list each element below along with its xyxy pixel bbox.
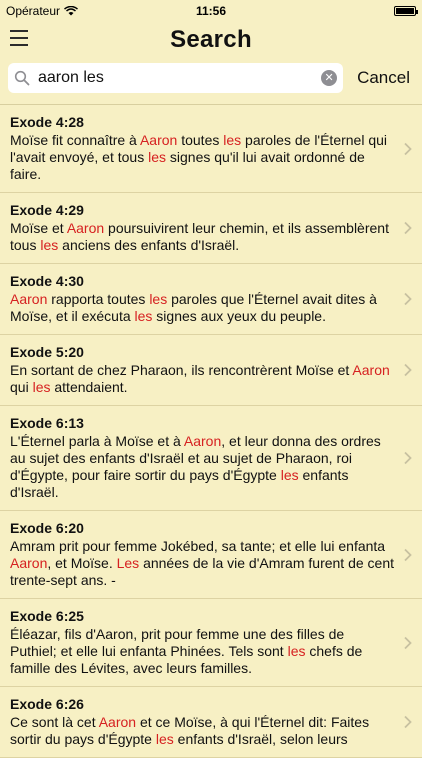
verse-text-segment: paroles de l'Éternel qui l'avait envoyé, et tous — [10, 132, 388, 165]
highlight-match: les — [280, 467, 299, 483]
list-item[interactable] — [0, 599, 422, 687]
verse-text-segment: et ce Moïse, à qui l'Éternel dit: Faites sortir du pays d'Égypte — [10, 714, 370, 747]
highlight-match: les — [134, 308, 153, 324]
verse-text — [10, 291, 394, 325]
verse-text-segment: années de la vie d'Amram furent de cent trente-sept ans. - — [10, 555, 395, 588]
list-item[interactable] — [0, 687, 422, 758]
verse-text — [10, 626, 394, 677]
verse-text-segment: paroles que l'Éternel avait dites à Moïse, et il exécuta — [10, 291, 377, 324]
verse-text — [10, 538, 394, 589]
highlight-match: Les — [116, 555, 140, 571]
list-item[interactable] — [0, 335, 422, 406]
verse-text-segment: Ce sont là cet — [10, 714, 99, 730]
verse-text — [10, 220, 394, 254]
verse-text-segment: Moïse et — [10, 220, 67, 236]
verse-text-segment: enfants d'Israël, selon leurs — [173, 731, 348, 747]
verse-text — [10, 362, 394, 396]
verse-reference: Exode 6:13 — [10, 415, 84, 431]
list-item[interactable] — [0, 193, 422, 264]
battery-icon — [394, 6, 416, 16]
cancel-button[interactable]: Cancel — [353, 68, 414, 88]
verse-text-segment: Moïse fit connaître à — [10, 132, 140, 148]
list-item[interactable] — [0, 264, 422, 335]
highlight-match: les — [32, 379, 51, 395]
highlight-match: les — [287, 643, 306, 659]
status-bar — [0, 0, 422, 22]
chevron-right-icon — [404, 142, 412, 155]
verse-text-segment: toutes — [177, 132, 224, 148]
chevron-right-icon — [404, 636, 412, 649]
verse-text-segment: enfants d'Israël. — [10, 467, 349, 500]
wifi-icon — [64, 6, 78, 16]
verse-reference: Exode 6:20 — [10, 520, 84, 536]
chevron-right-icon — [404, 452, 412, 465]
status-time: 11:56 — [195, 4, 227, 18]
verse-text-segment: rapporta toutes — [47, 291, 150, 307]
verse-text-segment: qui — [10, 379, 33, 395]
verse-text-segment: , et leur donna des ordres au sujet des enfants d'Israël et au sujet de Pharaon, roi d'Égypte, pour faire sortir du pays d'Égypte — [10, 433, 381, 483]
list-item[interactable] — [0, 105, 422, 193]
chevron-right-icon — [404, 222, 412, 235]
highlight-match: Aaron — [10, 555, 48, 571]
highlight-match: Aaron — [352, 362, 390, 378]
nav-bar — [0, 22, 422, 58]
verse-text-segment: Amram prit pour femme Jokébed, sa tante; et elle lui enfanta — [10, 538, 386, 554]
verse-reference: Exode 6:26 — [10, 696, 84, 712]
carrier-label: Opérateur — [6, 4, 61, 18]
highlight-match: les — [149, 291, 168, 307]
status-left — [6, 4, 78, 18]
menu-icon[interactable] — [10, 30, 28, 46]
verse-text-segment: poursuivirent leur chemin, et ils assemblèrent tous — [10, 220, 389, 253]
verse-text — [10, 714, 394, 748]
highlight-match: les — [148, 149, 166, 165]
verse-text — [10, 132, 394, 183]
list-item[interactable] — [0, 511, 422, 599]
chevron-right-icon — [404, 548, 412, 561]
highlight-match: Aaron — [183, 433, 222, 449]
verse-text-segment: chefs de famille des Lévites, avec leurs familles. — [10, 643, 363, 676]
highlight-match: Aaron — [139, 132, 178, 148]
results-list — [0, 105, 422, 758]
verse-reference: Exode 4:28 — [10, 114, 84, 130]
highlight-match: les — [155, 731, 174, 747]
verse-text-segment: signes qu'il lui avait ordonné de faire. — [10, 149, 365, 182]
highlight-match: Aaron — [10, 291, 48, 307]
status-right — [394, 6, 416, 16]
search-icon — [14, 70, 30, 86]
verse-text — [10, 433, 394, 501]
verse-text-segment: , et Moïse. — [47, 555, 117, 571]
verse-reference: Exode 4:29 — [10, 202, 84, 218]
search-input[interactable] — [36, 68, 321, 88]
chevron-right-icon — [404, 716, 412, 729]
chevron-right-icon — [404, 293, 412, 306]
search-row — [0, 58, 422, 98]
verse-text-segment: L'Éternel parla à Moïse et à — [10, 433, 184, 449]
verse-text-segment: En sortant de chez Pharaon, ils rencontrèrent Moïse et — [10, 362, 353, 378]
verse-reference: Exode 6:25 — [10, 608, 84, 624]
verse-text-segment: Éléazar, fils d'Aaron, prit pour femme une des filles de Puthiel; et elle lui enfanta Phinées. Tels sont — [10, 626, 345, 659]
verse-reference: Exode 5:20 — [10, 344, 84, 360]
highlight-match: les — [40, 237, 59, 253]
clear-icon[interactable]: ✕ — [321, 70, 337, 86]
highlight-match: Aaron — [98, 714, 137, 730]
verse-text-segment: attendaient. — [50, 379, 128, 395]
page-title: Search — [170, 26, 252, 53]
verse-text-segment: signes aux yeux du peuple. — [152, 308, 326, 324]
search-box[interactable] — [8, 63, 343, 93]
verse-reference: Exode 4:30 — [10, 273, 84, 289]
verse-text-segment: anciens des enfants d'Israël. — [58, 237, 240, 253]
highlight-match: Aaron — [66, 220, 105, 236]
highlight-match: les — [223, 132, 242, 148]
list-item[interactable] — [0, 406, 422, 511]
chevron-right-icon — [404, 364, 412, 377]
